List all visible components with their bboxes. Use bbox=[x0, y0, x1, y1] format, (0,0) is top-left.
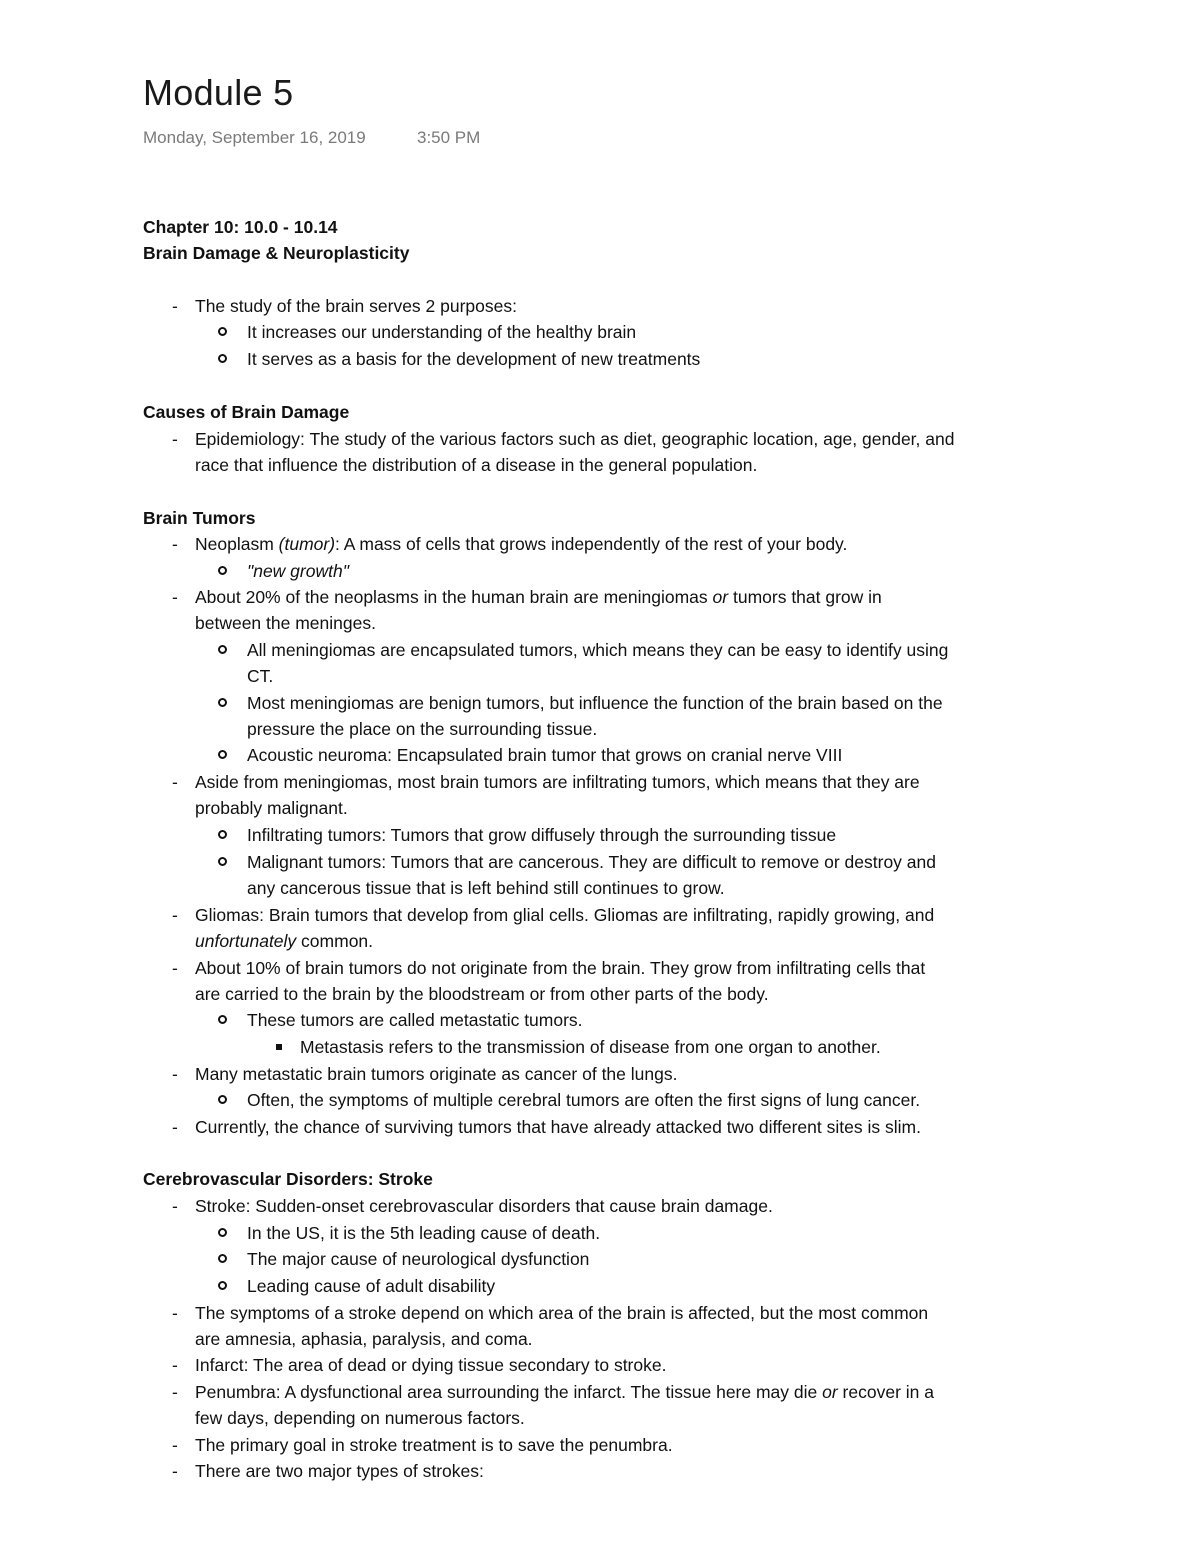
circle-bullet-icon bbox=[218, 822, 227, 848]
list-item: Infarct: The area of dead or dying tissue secondary to stroke. bbox=[195, 1355, 667, 1375]
section-heading-tumors: Brain Tumors bbox=[143, 508, 256, 528]
text-run: tumors that grow in bbox=[728, 587, 882, 607]
dash-bullet: - bbox=[172, 905, 178, 925]
list-item-continuation: are amnesia, aphasia, paralysis, and coma. bbox=[195, 1329, 533, 1349]
chapter-subtitle: Brain Damage & Neuroplasticity bbox=[143, 243, 410, 263]
section-heading-stroke: Cerebrovascular Disorders: Stroke bbox=[143, 1169, 433, 1189]
list-item: The symptoms of a stroke depend on which area of the brain is affected, but the most common bbox=[195, 1303, 929, 1323]
dash-bullet: - bbox=[172, 296, 178, 316]
list-item: Often, the symptoms of multiple cerebral tumors are often the first signs of lung cancer. bbox=[247, 1090, 921, 1110]
text-run: Penumbra: A dysfunctional area surrounding the infarct. The tissue here may die bbox=[195, 1382, 823, 1402]
list-item: Many metastatic brain tumors originate as cancer of the lungs. bbox=[195, 1064, 678, 1084]
list-item: All meningiomas are encapsulated tumors, which means they can be easy to identify using bbox=[247, 640, 949, 660]
list-item-continuation: pressure the place on the surrounding tissue. bbox=[247, 719, 598, 739]
note-datetime bbox=[143, 128, 481, 148]
text-run: recover in a bbox=[837, 1382, 934, 1402]
dash-bullet: - bbox=[172, 429, 178, 449]
dash-bullet: - bbox=[172, 1461, 178, 1481]
dash-bullet: - bbox=[172, 1117, 178, 1137]
dash-bullet: - bbox=[172, 1303, 178, 1323]
italic-text: "new growth" bbox=[247, 561, 349, 581]
italic-text: or bbox=[822, 1382, 838, 1402]
list-item: Gliomas: Brain tumors that develop from glial cells. Gliomas are infiltrating, rapidly growing, and bbox=[195, 905, 935, 925]
list-item: Stroke: Sudden-onset cerebrovascular disorders that cause brain damage. bbox=[195, 1196, 773, 1216]
note-time: 3:50 PM bbox=[417, 128, 481, 147]
list-item: Leading cause of adult disability bbox=[247, 1276, 496, 1296]
dash-bullet: - bbox=[172, 1064, 178, 1084]
list-item: Aside from meningiomas, most brain tumors are infiltrating tumors, which means that they are bbox=[195, 772, 920, 792]
list-item: The primary goal in stroke treatment is to save the penumbra. bbox=[195, 1435, 673, 1455]
circle-bullet-icon bbox=[218, 346, 227, 372]
list-item-continuation bbox=[195, 928, 373, 954]
circle-bullet-icon bbox=[218, 849, 227, 875]
list-item-continuation: race that influence the distribution of a disease in the general population. bbox=[195, 455, 758, 475]
list-item: It increases our understanding of the healthy brain bbox=[247, 322, 637, 342]
circle-bullet-icon bbox=[218, 690, 227, 716]
circle-bullet-icon bbox=[218, 1007, 227, 1033]
list-item: Infiltrating tumors: Tumors that grow diffusely through the surrounding tissue bbox=[247, 825, 837, 845]
list-item: There are two major types of strokes: bbox=[195, 1461, 484, 1481]
circle-bullet-icon bbox=[218, 637, 227, 663]
list-item: About 10% of brain tumors do not originate from the brain. They grow from infiltrating cells that bbox=[195, 958, 926, 978]
note-date: Monday, September 16, 2019 bbox=[143, 128, 366, 147]
list-item: Acoustic neuroma: Encapsulated brain tumor that grows on cranial nerve VIII bbox=[247, 745, 843, 765]
dash-bullet: - bbox=[172, 1382, 178, 1402]
dash-bullet: - bbox=[172, 1355, 178, 1375]
list-item: Most meningiomas are benign tumors, but influence the function of the brain based on the bbox=[247, 693, 943, 713]
list-item: Malignant tumors: Tumors that are cancerous. They are difficult to remove or destroy and bbox=[247, 852, 936, 872]
circle-bullet-icon bbox=[218, 319, 227, 345]
italic-text: unfortunately bbox=[195, 931, 297, 951]
list-item bbox=[247, 558, 349, 584]
circle-bullet-icon bbox=[218, 1087, 227, 1113]
list-item-continuation: few days, depending on numerous factors. bbox=[195, 1408, 525, 1428]
page-title: Module 5 bbox=[143, 72, 294, 113]
list-item bbox=[195, 584, 882, 610]
text-run: common. bbox=[296, 931, 374, 951]
circle-bullet-icon bbox=[218, 1246, 227, 1272]
list-item-continuation: probably malignant. bbox=[195, 798, 348, 818]
list-item-continuation: CT. bbox=[247, 666, 274, 686]
list-item bbox=[195, 1379, 934, 1405]
text-run: About 20% of the neoplasms in the human brain are meningiomas bbox=[195, 587, 713, 607]
list-item-continuation: between the meninges. bbox=[195, 613, 376, 633]
list-item-continuation: any cancerous tissue that is left behind still continues to grow. bbox=[247, 878, 725, 898]
chapter-heading: Chapter 10: 10.0 - 10.14 bbox=[143, 217, 338, 237]
section-heading-causes: Causes of Brain Damage bbox=[143, 402, 350, 422]
list-item bbox=[195, 531, 847, 557]
italic-text: (tumor) bbox=[278, 534, 336, 554]
circle-bullet-icon bbox=[218, 1273, 227, 1299]
list-item: In the US, it is the 5th leading cause of death. bbox=[247, 1223, 601, 1243]
list-item: The study of the brain serves 2 purposes: bbox=[195, 296, 517, 316]
list-item: These tumors are called metastatic tumors. bbox=[247, 1010, 583, 1030]
text-run: : A mass of cells that grows independently of the rest of your body. bbox=[335, 534, 848, 554]
dash-bullet: - bbox=[172, 1196, 178, 1216]
dash-bullet: - bbox=[172, 534, 178, 554]
dash-bullet: - bbox=[172, 772, 178, 792]
list-item: The major cause of neurological dysfunction bbox=[247, 1249, 590, 1269]
dash-bullet: - bbox=[172, 587, 178, 607]
dash-bullet: - bbox=[172, 958, 178, 978]
italic-text: or bbox=[712, 587, 729, 607]
circle-bullet-icon bbox=[218, 1220, 227, 1246]
square-bullet-icon bbox=[276, 1034, 282, 1060]
text-run: Neoplasm bbox=[195, 534, 279, 554]
list-item: It serves as a basis for the development of new treatments bbox=[247, 349, 701, 369]
dash-bullet: - bbox=[172, 1435, 178, 1455]
list-item: Metastasis refers to the transmission of disease from one organ to another. bbox=[300, 1037, 881, 1057]
circle-bullet-icon bbox=[218, 742, 227, 768]
list-item-continuation: are carried to the brain by the bloodstream or from other parts of the body. bbox=[195, 984, 769, 1004]
list-item: Currently, the chance of surviving tumors that have already attacked two different sites is slim. bbox=[195, 1117, 921, 1137]
circle-bullet-icon bbox=[218, 558, 227, 584]
list-item: Epidemiology: The study of the various factors such as diet, geographic location, age, gender, and bbox=[195, 429, 955, 449]
